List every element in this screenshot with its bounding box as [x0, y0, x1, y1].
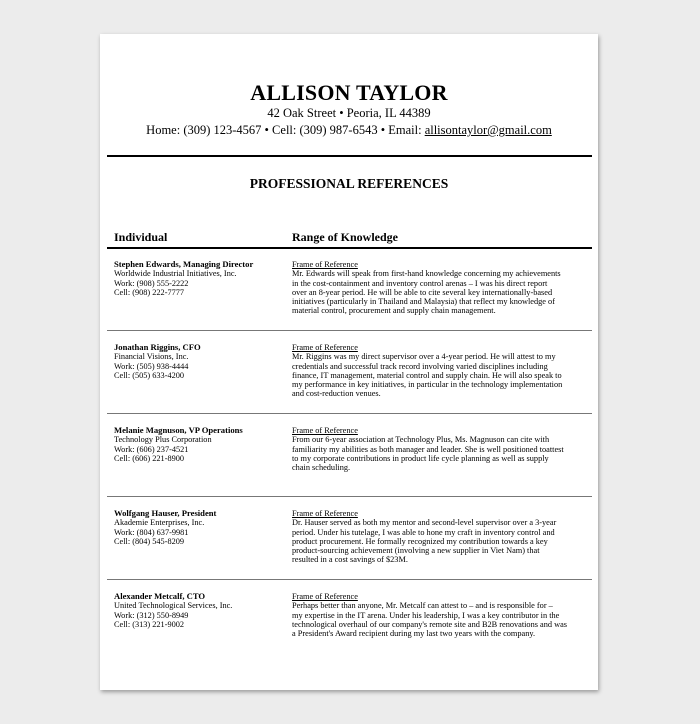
description-line: over an 8-year period. He will be able to cite several key internationally-based: [292, 287, 553, 297]
reference-company: United Technological Services, Inc.: [114, 601, 233, 611]
description-line: Dr. Hauser served as both my mentor and second-level supervisor over a 3-year: [292, 518, 557, 528]
reference-cell-phone: Cell: (606) 221-8900: [114, 453, 185, 463]
reference-person: [114, 343, 289, 380]
column-header-divider: [107, 247, 592, 249]
frame-of-reference-label: Frame of Reference: [292, 592, 358, 601]
frame-of-reference-label: Frame of Reference: [292, 260, 358, 269]
reference-description: [292, 260, 592, 316]
reference-person: [114, 426, 289, 463]
description-line: my expertise in the IT arena. Under his leadership, I was a key contributor in the: [292, 610, 560, 620]
document-page: [100, 34, 598, 690]
applicant-address: 42 Oak Street • Peoria, IL 44389: [267, 106, 431, 120]
reference-divider: [107, 496, 592, 497]
reference-cell-phone: Cell: (313) 221-9002: [114, 619, 185, 629]
reference-work-phone: Work: (908) 555-2222: [114, 278, 189, 288]
reference-divider: [107, 579, 592, 580]
reference-work-phone: Work: (606) 237-4521: [114, 444, 189, 454]
description-line: my performance in key initiatives, in particular in the technology implementation: [292, 380, 563, 390]
description-line: familiarity my abilities as both manager and leader. She is well positioned toattest: [292, 444, 564, 454]
frame-of-reference-label: Frame of Reference: [292, 343, 358, 352]
reference-company: Worldwide Industrial Initiatives, Inc.: [114, 269, 237, 279]
reference-name: Jonathan Riggins, CFO: [114, 342, 201, 352]
description-line: Mr. Edwards will speak from first-hand knowledge concerning my achievements: [292, 269, 561, 279]
applicant-name: ALLISON TAYLOR: [250, 80, 448, 105]
reference-work-phone: Work: (312) 550-8949: [114, 610, 189, 620]
description-line: finance, IT management, material control and supply chain. He will also speak to: [292, 370, 562, 380]
description-line: material control, procurement and supply chain management.: [292, 306, 496, 316]
reference-description: [292, 426, 592, 472]
reference-divider: [107, 413, 592, 414]
description-line: Mr. Riggins was my direct supervisor over a 4-year period. He will attest to my: [292, 352, 556, 362]
section-title: PROFESSIONAL REFERENCES: [249, 176, 449, 191]
reference-person: [114, 260, 289, 297]
description-line: a President's Award recipient during my last two years with the company.: [292, 629, 536, 639]
description-line: From our 6-year association at Technology Plus, Ms. Magnuson can cite with: [292, 435, 550, 445]
description-line: to my corporate contributions in product life cycle planning as well as supply: [292, 453, 549, 463]
description-line: credentials and successful track record involving varied disciplines including: [292, 361, 548, 371]
frame-of-reference-label: Frame of Reference: [292, 509, 358, 518]
description-line: Perhaps better than anyone, Mr. Metcalf can attest to – and is responsible for –: [292, 601, 553, 611]
description-line: product-sourcing achievement (involving a new supplier in Viet Nam) that: [292, 546, 540, 556]
description-line: in the cost-containment and inventory control arenas – I was his direct report: [292, 278, 548, 288]
description-line: chain scheduling.: [292, 463, 351, 473]
reference-cell-phone: Cell: (804) 545-8209: [114, 536, 185, 546]
description-line: product procurement. He formally recognized my contribution towards a key: [292, 536, 548, 546]
reference-name: Alexander Metcalf, CTO: [114, 591, 206, 601]
reference-description: [292, 343, 592, 399]
reference-name: Stephen Edwards, Managing Director: [114, 259, 254, 269]
description-line: period. Under his tutelage, I was able to hone my craft in inventory control and: [292, 527, 555, 537]
contact-phones: Home: (309) 123-4567 • Cell: (309) 987-6543 • Email:: [146, 123, 425, 137]
description-line: and cost-reduction venues.: [292, 389, 381, 399]
header-divider: [107, 155, 592, 157]
reference-name: Wolfgang Hauser, President: [114, 508, 217, 518]
reference-work-phone: Work: (505) 938-4444: [114, 361, 189, 371]
description-line: technological overhaul of our company's remote site and B2B renovations and was: [292, 619, 567, 629]
description-line: resulted in a cost savings of $23M.: [292, 555, 408, 565]
reference-cell-phone: Cell: (505) 633-4200: [114, 370, 185, 380]
frame-of-reference-label: Frame of Reference: [292, 426, 358, 435]
reference-person: [114, 509, 289, 546]
reference-company: Financial Visions, Inc.: [114, 352, 189, 362]
email-link[interactable]: allisontaylor@gmail.com: [424, 123, 552, 137]
reference-company: Technology Plus Corporation: [114, 435, 212, 445]
description-line: initiatives (particularly in Thailand and Malaysia) that reflect my knowledge of: [292, 297, 555, 307]
reference-work-phone: Work: (804) 637-9981: [114, 527, 189, 537]
reference-cell-phone: Cell: (908) 222-7777: [114, 287, 185, 297]
column-header-individual: Individual: [114, 230, 168, 244]
reference-company: Akademie Enterprises, Inc.: [114, 518, 205, 528]
column-header-knowledge: Range of Knowledge: [292, 230, 398, 244]
reference-divider: [107, 330, 592, 331]
reference-description: [292, 592, 592, 638]
reference-person: [114, 592, 289, 629]
applicant-contact: [100, 123, 598, 138]
reference-description: [292, 509, 592, 565]
reference-name: Melanie Magnuson, VP Operations: [114, 425, 243, 435]
